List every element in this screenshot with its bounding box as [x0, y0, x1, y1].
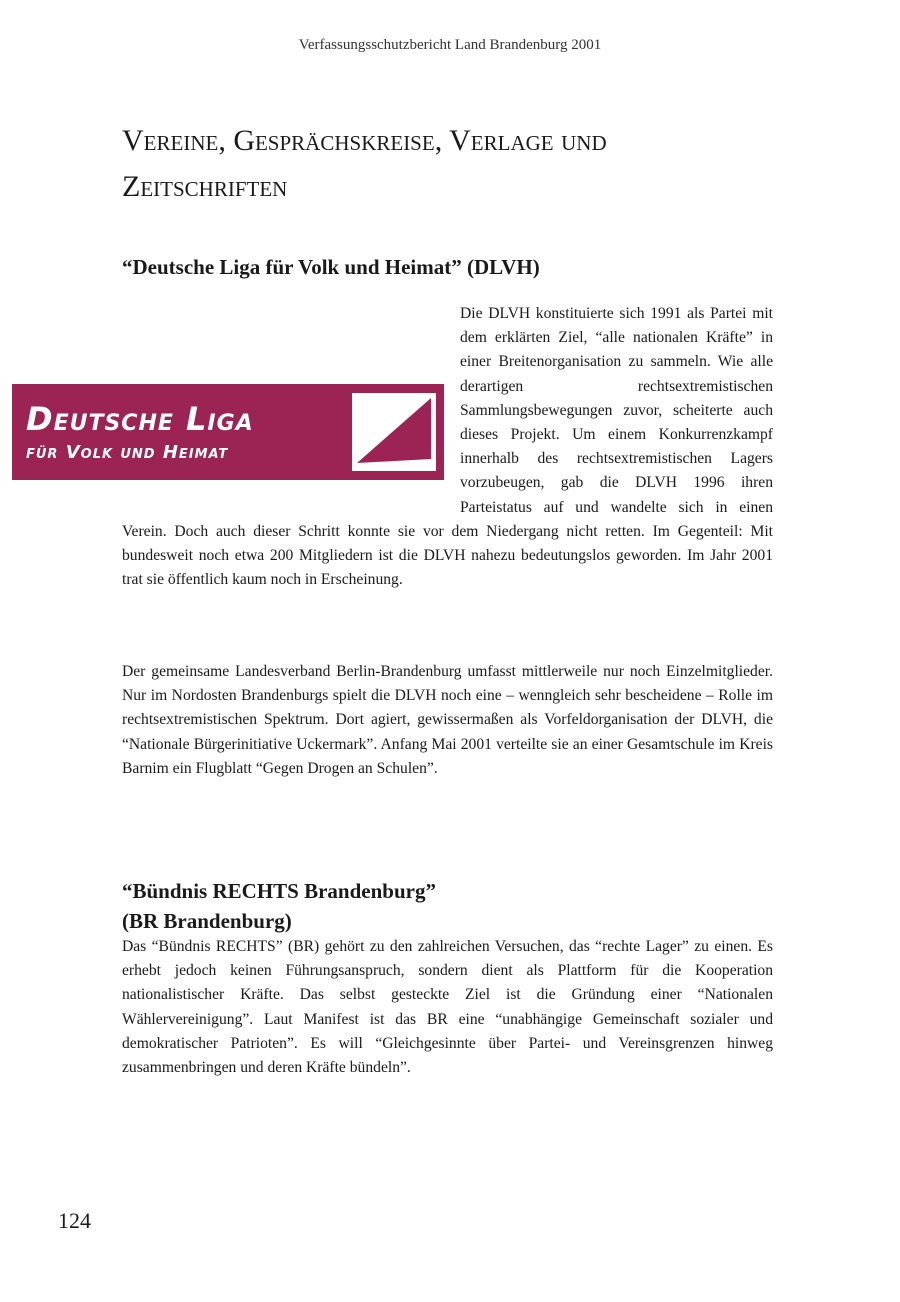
- page-number: 124: [58, 1208, 91, 1233]
- br-heading: [122, 876, 762, 936]
- dlvh-paragraph-2: Der gemeinsame Landesverband Berlin-Brandenburg umfasst mittlerweile nur noch Einzelmitglieder. Nur im Nordosten Brandenburgs spielt die DLVH noch eine – wenngleich sehr bescheidene – Rolle im rechtsextremistischen Spektrum. Dort agiert, gewissermaßen als Vorfeldorganisation der DLVH, die “Nationale Bürgerinitiative Uckermark”. Anfang Mai 2001 verteilte sie an einer Gesamtschule im Kreis Barnim ein Flugblatt “Gegen Drogen an Schulen”.: [122, 663, 773, 777]
- logo-text-line2: für Volk und Heimat: [26, 442, 229, 463]
- running-header: Verfassungsschutzbericht Land Brandenburg 2001: [298, 37, 602, 53]
- section-title-line2: Zeitschriften: [122, 170, 288, 203]
- dlvh-paragraph-1-text: Die DLVH konstituierte sich 1991 als Partei mit dem erklärten Ziel, “alle nationalen Kräfte” in einer Breitenorganisation zu sammeln. Wie alle derartigen rechtsextremistischen Sammlungsbewegungen zuvor, scheiterte auch dieses Projekt. Um einem Konkurrenzkampf innerhalb des rechtsextremistischen Lagers vorzubeugen, gab die DLVH 1996 ihren Parteistatus auf und wandelte sich in einen Verein. Doch auch dieser Schritt konnte sie vor dem Niedergang nicht retten. Im Gegenteil: Mit bundesweit noch etwa 200 Mitgliedern ist die DLVH nahezu bedeutungslos geworden. Im Jahr 2001 trat sie öffentlich kaum noch in Erscheinung.: [122, 305, 773, 589]
- dlvh-logo: [12, 384, 444, 480]
- section-title: [122, 118, 802, 210]
- br-heading-line1: “Bündnis RECHTS Brandenburg”: [122, 879, 436, 903]
- logo-text-line1: Deutsche Liga: [26, 400, 254, 438]
- section-title-line1: Vereine, Gesprächskreise, Verlage und: [122, 124, 607, 157]
- logo-emblem: [352, 393, 436, 471]
- triangle-emblem-icon: [352, 393, 436, 471]
- br-paragraph-1: Das “Bündnis RECHTS” (BR) gehört zu den zahlreichen Versuchen, das “rechte Lager” zu einen. Es erhebt jedoch keinen Führungsanspruch, sondern dient als Plattform für die Kooperation nationalistischer Kräfte. Das selbst gesteckte Ziel ist die Gründung einer “Nationalen Wählervereinigung”. Laut Manifest ist das BR eine “unabhängige Gemeinschaft sozialer und demokratischer Patrioten”. Es will “Gleichgesinnte über Partei- und Vereinsgrenzen hinweg zusammenbringen und deren Kräfte bündeln”.: [122, 938, 773, 1077]
- dlvh-heading: “Deutsche Liga für Volk und Heimat” (DLVH): [122, 255, 540, 279]
- br-heading-line2: (BR Brandenburg): [122, 909, 292, 933]
